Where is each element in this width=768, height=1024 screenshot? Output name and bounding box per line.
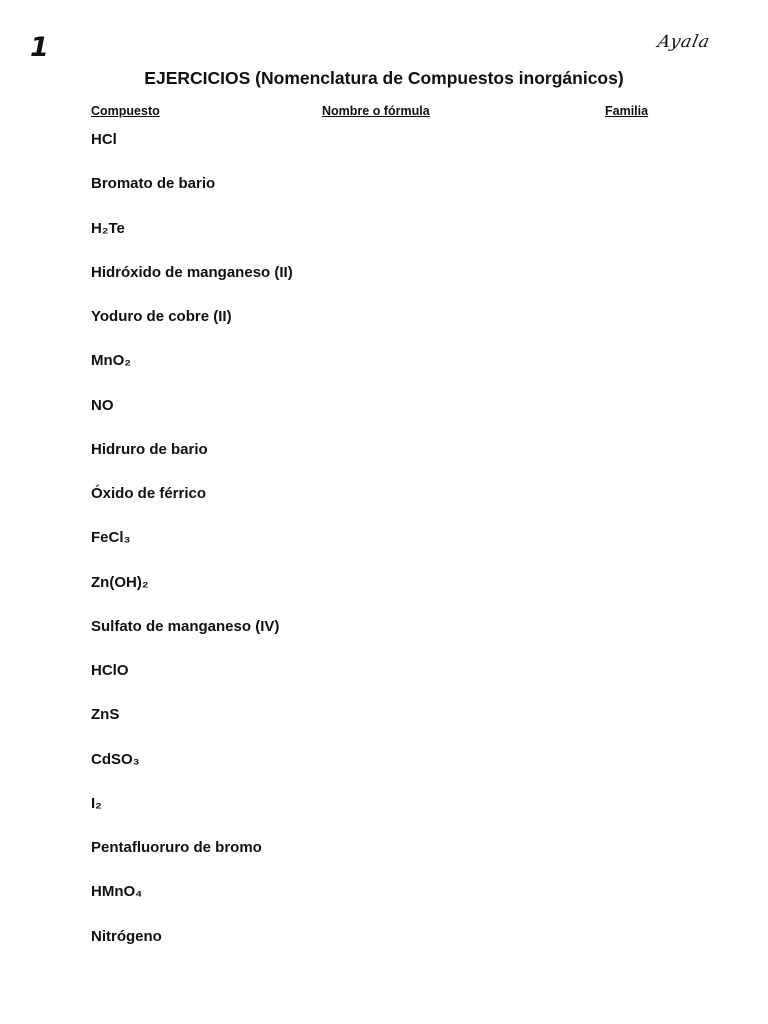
compound-item: Óxido de férrico	[91, 485, 207, 502]
compound-item: Yoduro de cobre (II)	[91, 308, 232, 325]
column-header-nombre: Nombre o fórmula	[322, 104, 430, 118]
compound-item: Bromato de bario	[91, 175, 216, 193]
page-title: EJERCICIOS (Nomenclatura de Compuestos inorgánicos)	[144, 68, 624, 88]
compound-item: FeCl₃	[91, 529, 131, 547]
compound-item: NO	[91, 396, 114, 414]
compound-item: Pentafluoruro de bromo	[91, 839, 262, 856]
compound-item: CdSO₃	[91, 750, 140, 768]
author-signature: Ayala	[655, 32, 713, 52]
compound-item: Sulfato de manganeso (IV)	[91, 617, 280, 635]
compound-item: Nitrógeno	[91, 927, 162, 945]
compound-item: H₂Te	[91, 219, 125, 237]
compound-item: HMnO₄	[91, 883, 143, 901]
page-number: 1	[30, 32, 49, 63]
compound-item: HClO	[91, 662, 129, 679]
column-header-familia: Familia	[605, 104, 649, 118]
compound-item: HCl	[91, 131, 117, 148]
column-header-compuesto: Compuesto	[91, 104, 160, 118]
compound-item: Hidróxido de manganeso (II)	[91, 263, 293, 281]
compound-list	[91, 128, 293, 969]
compound-item: Hidruro de bario	[91, 440, 208, 458]
compound-item: ZnS	[91, 706, 120, 724]
compound-item: I₂	[91, 794, 102, 812]
compound-item: MnO₂	[91, 352, 131, 370]
compound-item: Zn(OH)₂	[91, 573, 149, 591]
